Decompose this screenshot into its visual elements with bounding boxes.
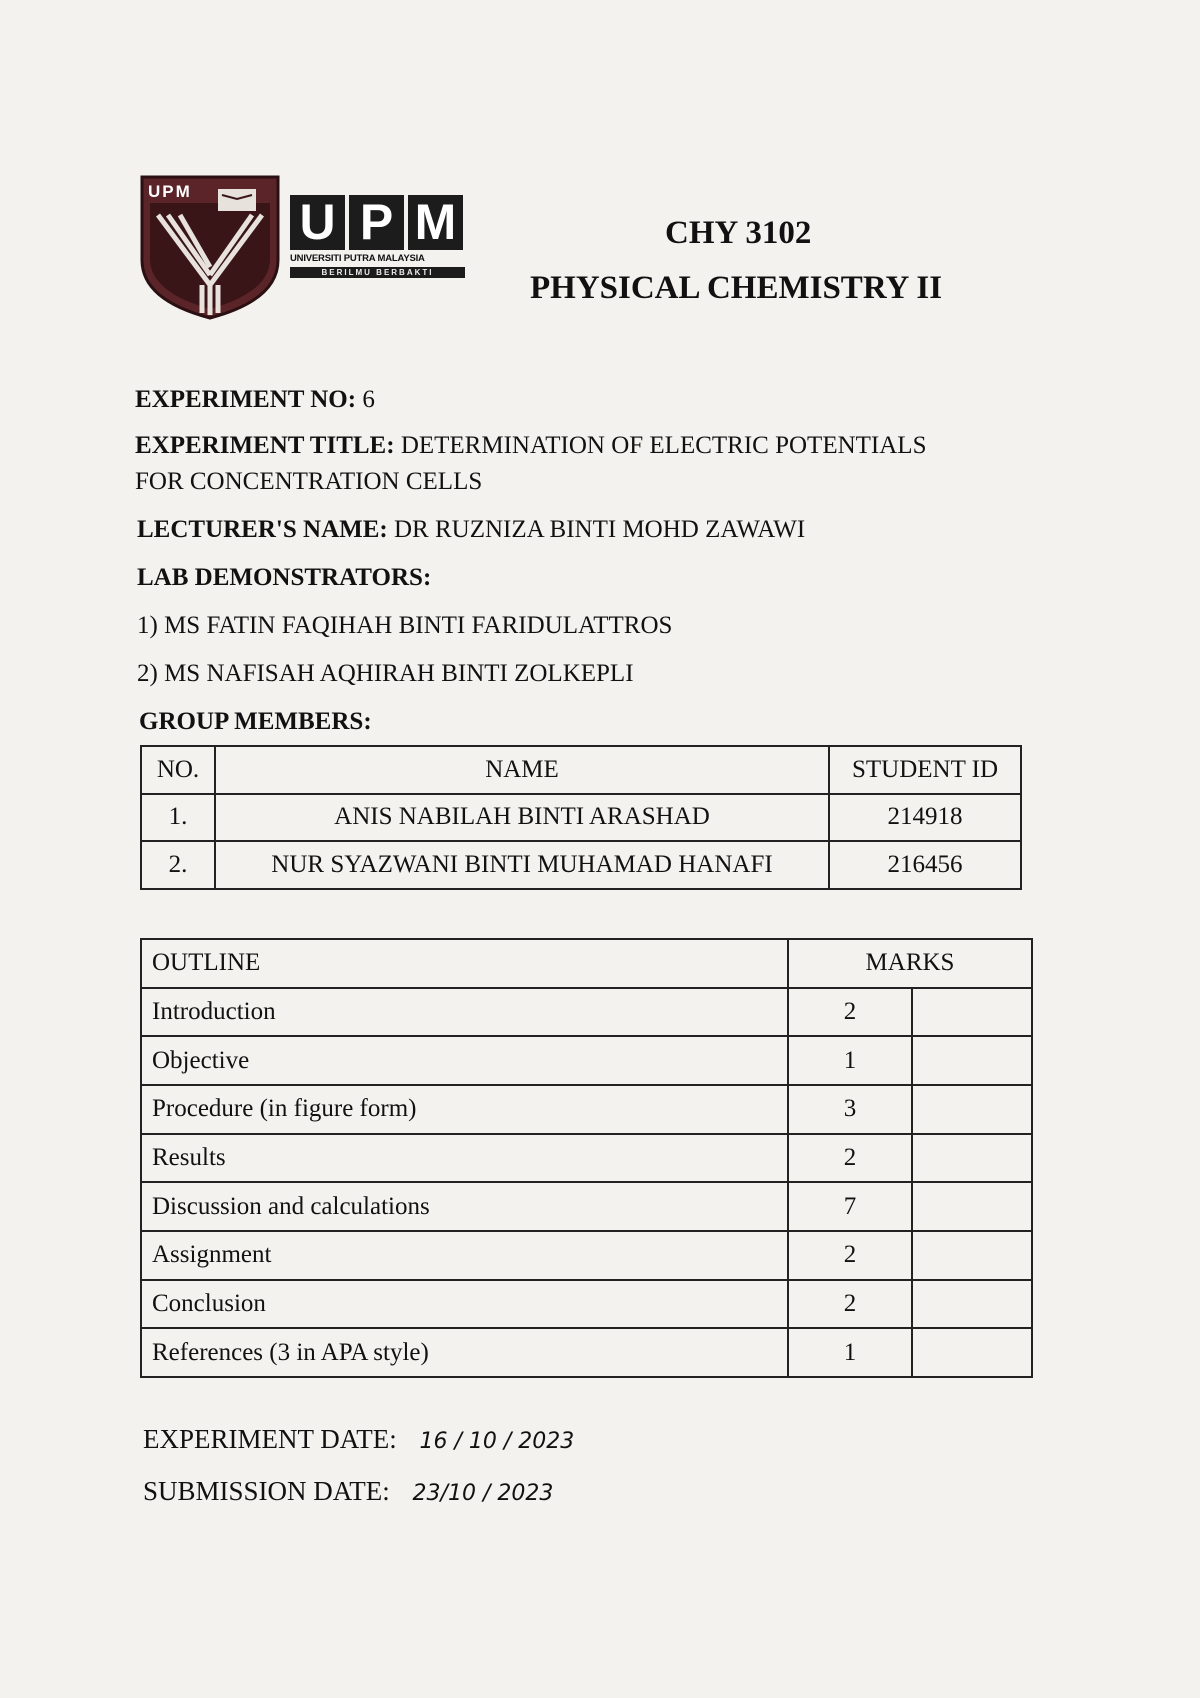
outline-score xyxy=(912,1280,1032,1329)
group-members-label: GROUP MEMBERS: xyxy=(139,708,372,735)
experiment-title-continued: FOR CONCENTRATION CELLS xyxy=(135,468,483,495)
university-motto: BERILMU BERBAKTI xyxy=(290,267,465,278)
table-row xyxy=(141,841,1021,889)
member-student-id: 216456 xyxy=(829,841,1021,889)
outline-score xyxy=(912,1036,1032,1085)
course-code: CHY 3102 xyxy=(665,215,812,251)
member-no: 2. xyxy=(141,841,215,889)
outline-marks: 2 xyxy=(788,1134,912,1183)
experiment-no xyxy=(135,386,375,414)
experiment-no-label: EXPERIMENT NO: xyxy=(135,386,357,413)
outline-score xyxy=(912,1231,1032,1280)
outline-item: Objective xyxy=(141,1036,788,1085)
shield-text: UPM xyxy=(148,182,192,201)
submission-date xyxy=(143,1476,553,1507)
outline-item: Conclusion xyxy=(141,1280,788,1329)
lab-demonstrators-label: LAB DEMONSTRATORS: xyxy=(137,564,432,591)
outline-marks: 2 xyxy=(788,988,912,1037)
experiment-no-value: 6 xyxy=(362,386,375,413)
outline-marks: 1 xyxy=(788,1328,912,1377)
experiment-date-label: EXPERIMENT DATE: xyxy=(143,1424,397,1454)
outline-marks: 1 xyxy=(788,1036,912,1085)
submission-date-label: SUBMISSION DATE: xyxy=(143,1476,390,1506)
outline-marks: 2 xyxy=(788,1231,912,1280)
table-row xyxy=(141,988,1032,1037)
table-row xyxy=(141,1182,1032,1231)
upm-shield-logo xyxy=(140,175,280,320)
lecturer-name xyxy=(137,516,805,544)
demonstrator-item: 2) MS NAFISAH AQHIRAH BINTI ZOLKEPLI xyxy=(137,660,634,687)
upm-letter-p: P xyxy=(349,195,404,250)
outline-marks-table xyxy=(140,938,1033,1378)
table-row xyxy=(141,1036,1032,1085)
member-name: ANIS NABILAH BINTI ARASHAD xyxy=(215,794,829,842)
experiment-title-value-1: DETERMINATION OF ELECTRIC POTENTIALS xyxy=(400,432,927,459)
outline-item: Introduction xyxy=(141,988,788,1037)
table-header-row xyxy=(141,746,1021,794)
member-no: 1. xyxy=(141,794,215,842)
outline-item: Results xyxy=(141,1134,788,1183)
outline-marks: 7 xyxy=(788,1182,912,1231)
table-row xyxy=(141,1328,1032,1377)
outline-item: Discussion and calculations xyxy=(141,1182,788,1231)
table-row xyxy=(141,1085,1032,1134)
outline-item: Assignment xyxy=(141,1231,788,1280)
member-name: NUR SYAZWANI BINTI MUHAMAD HANAFI xyxy=(215,841,829,889)
column-header-outline: OUTLINE xyxy=(141,939,788,988)
submission-date-value: 23/10 / 2023 xyxy=(412,1481,554,1506)
column-header-student-id: STUDENT ID xyxy=(829,746,1021,794)
experiment-date xyxy=(143,1424,574,1455)
upm-wordmark xyxy=(290,195,465,290)
experiment-date-value: 16 / 10 / 2023 xyxy=(419,1429,575,1454)
table-header-row xyxy=(141,939,1032,988)
outline-score xyxy=(912,988,1032,1037)
column-header-marks: MARKS xyxy=(788,939,1032,988)
upm-letter-m: M xyxy=(408,195,463,250)
outline-item: References (3 in APA style) xyxy=(141,1328,788,1377)
outline-score xyxy=(912,1182,1032,1231)
column-header-no: NO. xyxy=(141,746,215,794)
experiment-title-label: EXPERIMENT TITLE: xyxy=(135,432,395,459)
lecturer-value: DR RUZNIZA BINTI MOHD ZAWAWI xyxy=(393,516,806,543)
university-name: UNIVERSITI PUTRA MALAYSIA xyxy=(290,253,425,264)
outline-score xyxy=(912,1085,1032,1134)
outline-marks: 2 xyxy=(788,1280,912,1329)
outline-marks: 3 xyxy=(788,1085,912,1134)
member-student-id: 214918 xyxy=(829,794,1021,842)
demonstrator-item: 1) MS FATIN FAQIHAH BINTI FARIDULATTROS xyxy=(137,612,673,639)
outline-score xyxy=(912,1134,1032,1183)
course-name: PHYSICAL CHEMISTRY II xyxy=(530,270,943,306)
table-row xyxy=(141,1280,1032,1329)
table-row xyxy=(141,794,1021,842)
upm-letter-u: U xyxy=(290,195,345,250)
experiment-title xyxy=(135,432,926,460)
table-row xyxy=(141,1134,1032,1183)
lecturer-label: LECTURER'S NAME: xyxy=(137,516,388,543)
outline-score xyxy=(912,1328,1032,1377)
table-row xyxy=(141,1231,1032,1280)
group-members-table xyxy=(140,745,1022,890)
outline-item: Procedure (in figure form) xyxy=(141,1085,788,1134)
column-header-name: NAME xyxy=(215,746,829,794)
